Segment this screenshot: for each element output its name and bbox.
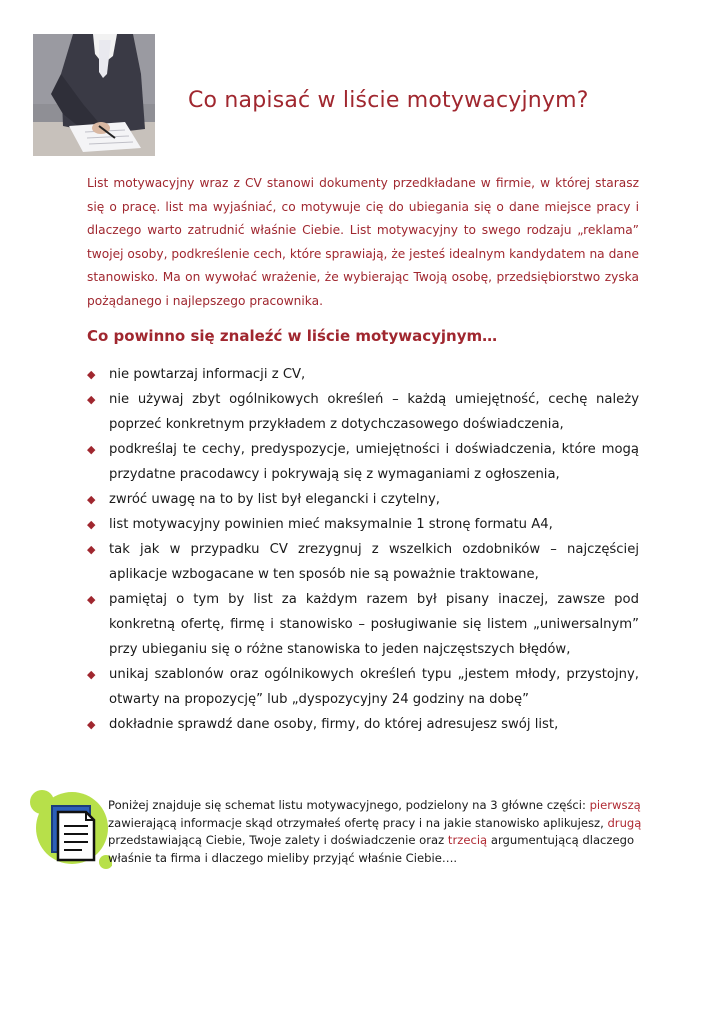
- diamond-bullet-icon: ◆: [87, 518, 96, 531]
- list-item: ◆ zwróć uwagę na to by list był elegancki i czytelny,: [87, 487, 639, 512]
- header-photo: [33, 34, 155, 156]
- document-icon: [26, 780, 112, 870]
- second-part-label: drugą: [607, 815, 642, 830]
- diamond-bullet-icon: ◆: [87, 668, 96, 681]
- list-item: ◆ unikaj szablonów oraz ogólnikowych określeń typu „jestem młody, przystojny, otwarty na propozycję” lub „dyspozycyjny 24 godziny na dobę”: [87, 662, 639, 712]
- list-item: ◆ dokładnie sprawdź dane osoby, firmy, do której adresujesz swój list,: [87, 712, 639, 737]
- list-item: ◆ podkreślaj te cechy, predyspozycje, umiejętności i doświadczenia, które mogą przydatne pracodawcy i pokrywają się z wymaganiami z ogłoszenia,: [87, 437, 639, 487]
- list-item: ◆ list motywacyjny powinien mieć maksymalnie 1 stronę formatu A4,: [87, 512, 639, 537]
- page-title: Co napisać w liście motywacyjnym?: [188, 88, 589, 113]
- diamond-bullet-icon: ◆: [87, 718, 96, 731]
- list-item: ◆ nie powtarzaj informacji z CV,: [87, 362, 639, 387]
- diamond-bullet-icon: ◆: [87, 393, 96, 406]
- intro-paragraph: List motywacyjny wraz z CV stanowi dokumenty przedkładane w firmie, w której starasz się o pracę. list ma wyjaśniać, co motywuje cię do ubiegania się o dane miejsce pracy i dlaczego warto zatrudnić właśnie Ciebie. List motywacyjny to swego rodzaju „reklama” twojej osoby, podkreślenie cech, które sprawiają, że jesteś idealnym kandydatem na dane stanowisko. Ma on wywołać wrażenie, że wybierając Twoją osobę, przedsiębiorstwo zyska pożądanego i najlepszego pracownika.: [87, 176, 639, 308]
- diamond-bullet-icon: ◆: [87, 493, 96, 506]
- list-item: ◆ pamiętaj o tym by list za każdym razem był pisany inaczej, zawsze pod konkretną ofertę, firmę i stanowisko – posługiwanie się listem „uniwersalnym” przy ubieganiu się o różne stanowiska to jeden najczęstszych błędów,: [87, 587, 639, 662]
- diamond-bullet-icon: ◆: [87, 368, 96, 381]
- list-item: ◆ nie używaj zbyt ogólnikowych określeń – każdą umiejętność, cechę należy poprzeć konkretnym przykładem z dotychczasowego doświadczenia,: [87, 387, 639, 437]
- diamond-bullet-icon: ◆: [87, 543, 96, 556]
- woman-writing-photo-icon: [33, 34, 155, 156]
- diamond-bullet-icon: ◆: [87, 443, 96, 456]
- footer-note: Poniżej znajduje się schemat listu motywacyjnego, podzielony na 3 główne części: pierwszą zawierającą informacje skąd otrzymałeś ofertę pracy i na jakie stanowisko aplikujesz, drugą przedstawiającą Ciebie, Twoje zalety i doświadczenie oraz trzecią argumentującą dlaczego właśnie ta firma i dlaczego mieliby przyjąć właśnie Ciebie….: [108, 798, 642, 865]
- tips-list: [87, 362, 639, 737]
- first-part-label: pierwszą: [589, 798, 641, 812]
- diamond-bullet-icon: ◆: [87, 593, 96, 606]
- section-heading: Co powinno się znaleźć w liście motywacyjnym…: [87, 327, 498, 345]
- third-part-label: trzecią: [447, 833, 488, 847]
- list-item: ◆ tak jak w przypadku CV zrezygnuj z wszelkich ozdobników – najczęściej aplikacje wzbogacane w ten sposób nie są poważnie traktowane,: [87, 537, 639, 587]
